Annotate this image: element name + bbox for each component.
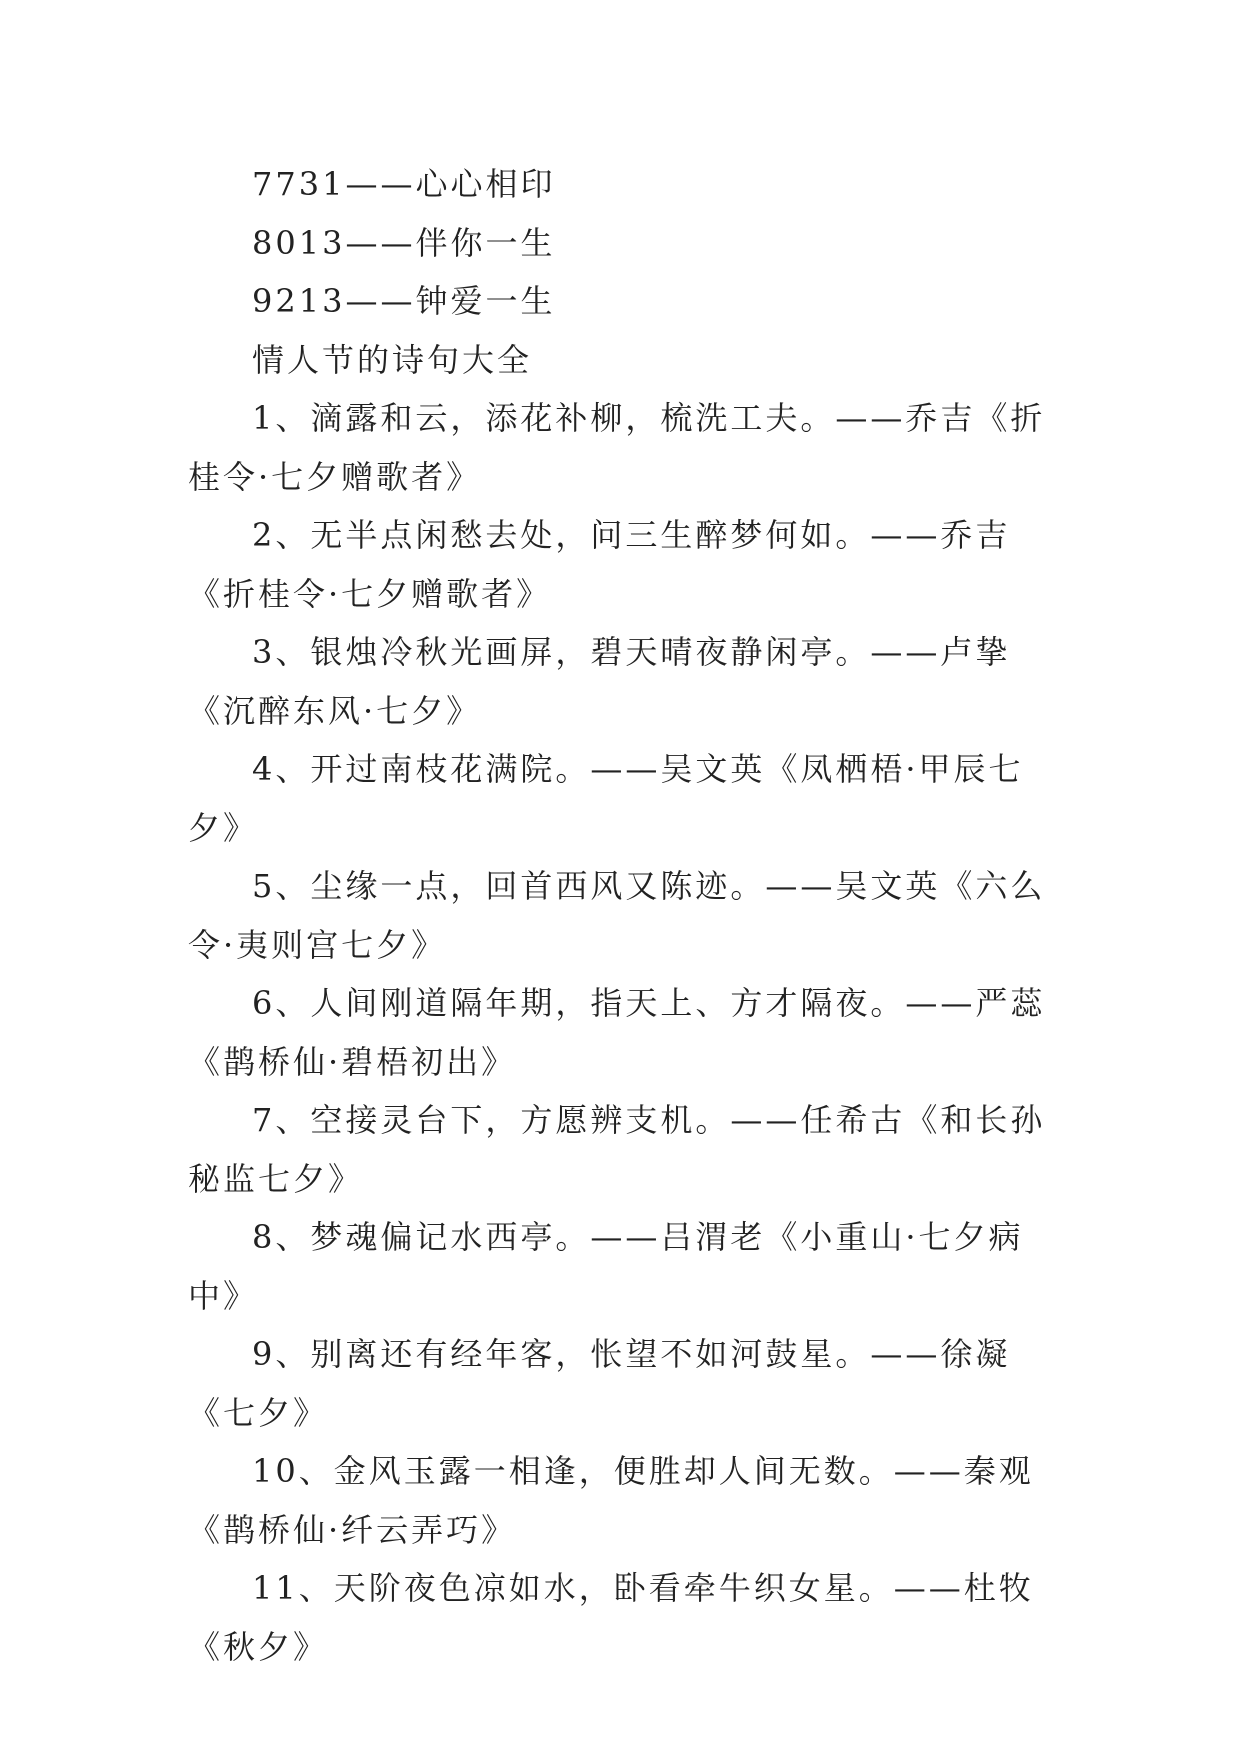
poem-item-9: 9、别离还有经年客，怅望不如河鼓星。——徐凝《七夕》 bbox=[188, 1335, 1011, 1432]
code-line-9213: 9213——钟爱一生 bbox=[252, 282, 556, 320]
poem-item-8: 8、梦魂偏记水西亭。——吕渭老《小重山·七夕病中》 bbox=[188, 1218, 1024, 1315]
section-heading: 情人节的诗句大全 bbox=[252, 340, 533, 379]
poem-item-11: 11、天阶夜色凉如水，卧看牵牛织女星。——杜牧《秋夕》 bbox=[188, 1569, 1034, 1666]
document-body bbox=[188, 155, 1054, 1676]
code-line-7731: 7731——心心相印 bbox=[252, 165, 556, 203]
poem-item-2: 2、无半点闲愁去处，问三生醉梦何如。——乔吉《折桂令·七夕赠歌者》 bbox=[188, 516, 1011, 613]
poem-item-6: 6、人间刚道隔年期，指天上、方才隔夜。——严蕊《鹊桥仙·碧梧初出》 bbox=[188, 984, 1046, 1081]
poem-item-5: 5、尘缘一点，回首西风又陈迹。——吴文英《六么令·夷则宫七夕》 bbox=[188, 867, 1046, 964]
poem-item-4: 4、开过南枝花满院。——吴文英《凤栖梧·甲辰七夕》 bbox=[188, 750, 1024, 847]
poem-item-10: 10、金风玉露一相逢，便胜却人间无数。——秦观《鹊桥仙·纤云弄巧》 bbox=[188, 1452, 1034, 1549]
poem-item-1: 1、滴露和云，添花补柳，梳洗工夫。——乔吉《折桂令·七夕赠歌者》 bbox=[188, 399, 1046, 496]
poem-item-7: 7、空接灵台下，方愿辨支机。——任希古《和长孙秘监七夕》 bbox=[188, 1101, 1046, 1198]
code-line-8013: 8013——伴你一生 bbox=[252, 223, 556, 262]
poem-item-3: 3、银烛冷秋光画屏，碧天晴夜静闲亭。——卢挚《沉醉东风·七夕》 bbox=[188, 633, 1011, 730]
